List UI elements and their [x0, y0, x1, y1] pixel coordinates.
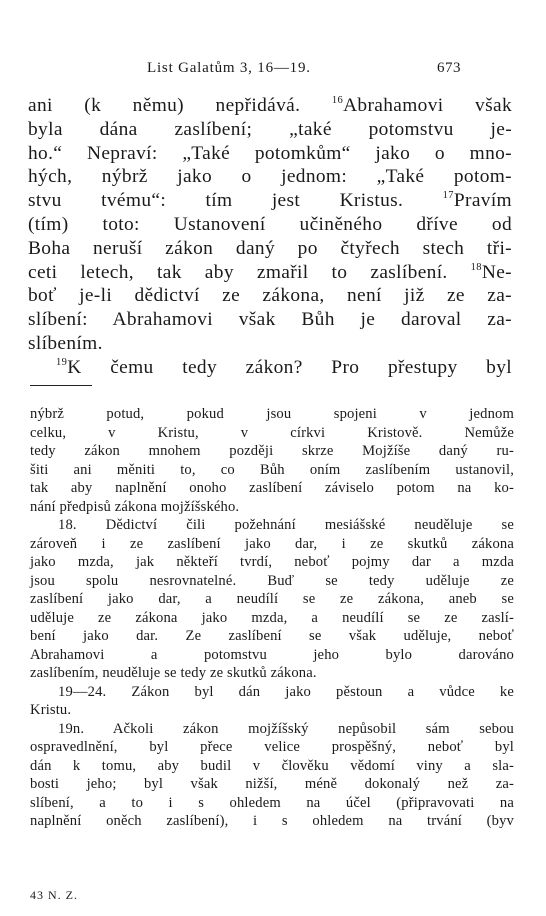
- verse-number: 18: [470, 261, 482, 273]
- body-line-text: stvu tvému“: tím jest Kristus.: [28, 190, 443, 212]
- footnote-line-text: tak aby naplnění onoho zaslíbení záviselo potom na ko-: [30, 480, 514, 496]
- footnote-line: [30, 794, 514, 813]
- body-line-text: (tím) toto: Ustanovení učiněného dříve od: [28, 213, 512, 235]
- body-line: [28, 189, 512, 213]
- footnote-line-text: dán k tomu, aby budil v člověku vědomí viny a sla-: [30, 757, 514, 774]
- body-line: [28, 284, 512, 308]
- body-line-text: ani (k němu) nepřidává.: [28, 95, 332, 116]
- body-line: [28, 356, 512, 380]
- footnote-line: [30, 553, 514, 572]
- body-line-text: Pravím: [453, 190, 512, 212]
- footnote-line-text: jsou spolu nesrovnatelné. Buď se tedy uděluje ze: [30, 572, 514, 589]
- footnote-line: [30, 720, 514, 739]
- footnote-line-text: nání předpisů zákona mojžíšského.: [30, 498, 240, 515]
- body-line: [28, 94, 512, 118]
- footnote-line: [30, 424, 514, 443]
- footnote-line-text: celku, v Kristu, v církvi Kristově. Nemůže: [30, 424, 514, 441]
- footnote-line-text: 19—24. Zákon byl dán jako pěstoun a vůdce ke: [58, 683, 514, 700]
- verse-number: 16: [331, 95, 344, 106]
- body-line-text: slíbení: Abrahamovi však Bůh je daroval za-: [28, 309, 512, 331]
- body-line-text: ho.“ Nepraví: „Také potomkům“ jako o mno-: [28, 142, 512, 164]
- footnote-line: [30, 498, 514, 517]
- page-header: [0, 60, 546, 82]
- footnote-line: [30, 405, 514, 424]
- footnotes: [30, 405, 514, 831]
- footnote-line: [30, 812, 514, 831]
- footnote-line-text: nýbrž potud, pokud jsou spojeni v jednom: [30, 406, 514, 422]
- body-line-text: Ne-: [481, 261, 512, 283]
- body-line-text: slíbením.: [28, 332, 103, 354]
- body-line: [28, 142, 512, 166]
- body-line-text: hých, nýbrž jako o jednom: „Také potom-: [28, 166, 512, 188]
- body-line-text: byla dána zaslíbení; „také potomstvu je-: [28, 118, 512, 140]
- verse-number: 19: [56, 356, 68, 368]
- footnote-line: [30, 461, 514, 480]
- body-line: [28, 213, 512, 237]
- footnote-line-text: zaslíbení jako dar, a neudílí se ze zákona, aneb se: [30, 591, 514, 607]
- footnote-line-text: zaslíbením, neuděluje se tedy ze skutků zákona.: [30, 665, 317, 681]
- body-line: [28, 165, 512, 189]
- footnote-separator: [30, 385, 92, 386]
- footnote-line-text: šiti ani měniti to, co Bůh oním zaslíbením ustanovil,: [30, 461, 514, 478]
- footnote-line-text: ospravedlnění, byl přece velice prospěšný, neboť byl: [30, 739, 514, 755]
- printer-signature: 43 N. Z.: [30, 888, 78, 902]
- footnote-line-text: uděluje ze zákona jako mzda, a neudílí se ze zaslí-: [30, 609, 514, 626]
- footnote-line-text: zároveň i ze zaslíbení jako dar, i ze skutků zákona: [30, 535, 514, 552]
- footnote-line-text: bosti jeho; byl však nižší, méně dokonalý než za-: [30, 776, 514, 792]
- footnote-line-text: slíbení, a to i s ohledem na účel (připravovati na: [30, 794, 514, 811]
- footnote-line: [30, 757, 514, 776]
- body-line: [28, 332, 512, 356]
- body-line-text: boť je-li dědictví ze zákona, není již ze za-: [28, 285, 512, 307]
- footnote-line-text: tedy zákon mnohem později skrze Mojžíše daný ru-: [30, 443, 514, 459]
- footnote-line-text: jako mzda, jak někteří tvrdí, neboť pojmy dar a mzda: [30, 554, 514, 570]
- footnote-line-text: 18. Dědictví čili požehnání mesiášské neuděluje se: [58, 517, 514, 533]
- body-line-text: K čemu tedy zákon? Pro přestupy byl: [67, 356, 512, 378]
- footnote-line: [30, 590, 514, 609]
- footnote-line: [30, 664, 514, 683]
- footnote-line-text: 19n. Ačkoli zákon mojžíšský nepůsobil sám sebou: [58, 720, 514, 737]
- body-line: [28, 308, 512, 332]
- footnote-line: [30, 479, 514, 498]
- body-line-text: Abrahamovi však: [343, 95, 512, 116]
- footnote-line-text: naplnění oněch zaslíbení), i s ohledem na trvání (byv: [30, 813, 514, 829]
- footnote-line: [30, 535, 514, 554]
- body-line-text: ceti letech, tak aby zmařil to zaslíbení.: [28, 261, 471, 283]
- footnote-line: [30, 683, 514, 702]
- footnote-line-text: Abrahamovi a potomstvu jeho bylo darováno: [30, 646, 514, 663]
- footnote-line: [30, 738, 514, 757]
- footnote-line: [30, 572, 514, 591]
- body-line: [28, 237, 512, 261]
- body-line: [28, 261, 512, 285]
- page-number: 673: [437, 60, 461, 76]
- footnote-line: [30, 701, 514, 720]
- body-line: [28, 118, 512, 142]
- footnote-line-text: bení jako dar. Ze zaslíbení se však uděluje, neboť: [30, 628, 514, 644]
- footnote-line: [30, 627, 514, 646]
- footnote-line: [30, 442, 514, 461]
- main-text: [28, 94, 512, 380]
- footnote-line: [30, 516, 514, 535]
- running-head: List Galatům 3, 16—19.: [147, 60, 311, 76]
- footnote-line: [30, 646, 514, 665]
- footnote-line: [30, 775, 514, 794]
- footnote-line-text: Kristu.: [30, 702, 72, 718]
- verse-number: 17: [442, 190, 454, 202]
- body-line-text: Boha neruší zákon daný po čtyřech stech tři-: [28, 237, 512, 259]
- footnote-line: [30, 609, 514, 628]
